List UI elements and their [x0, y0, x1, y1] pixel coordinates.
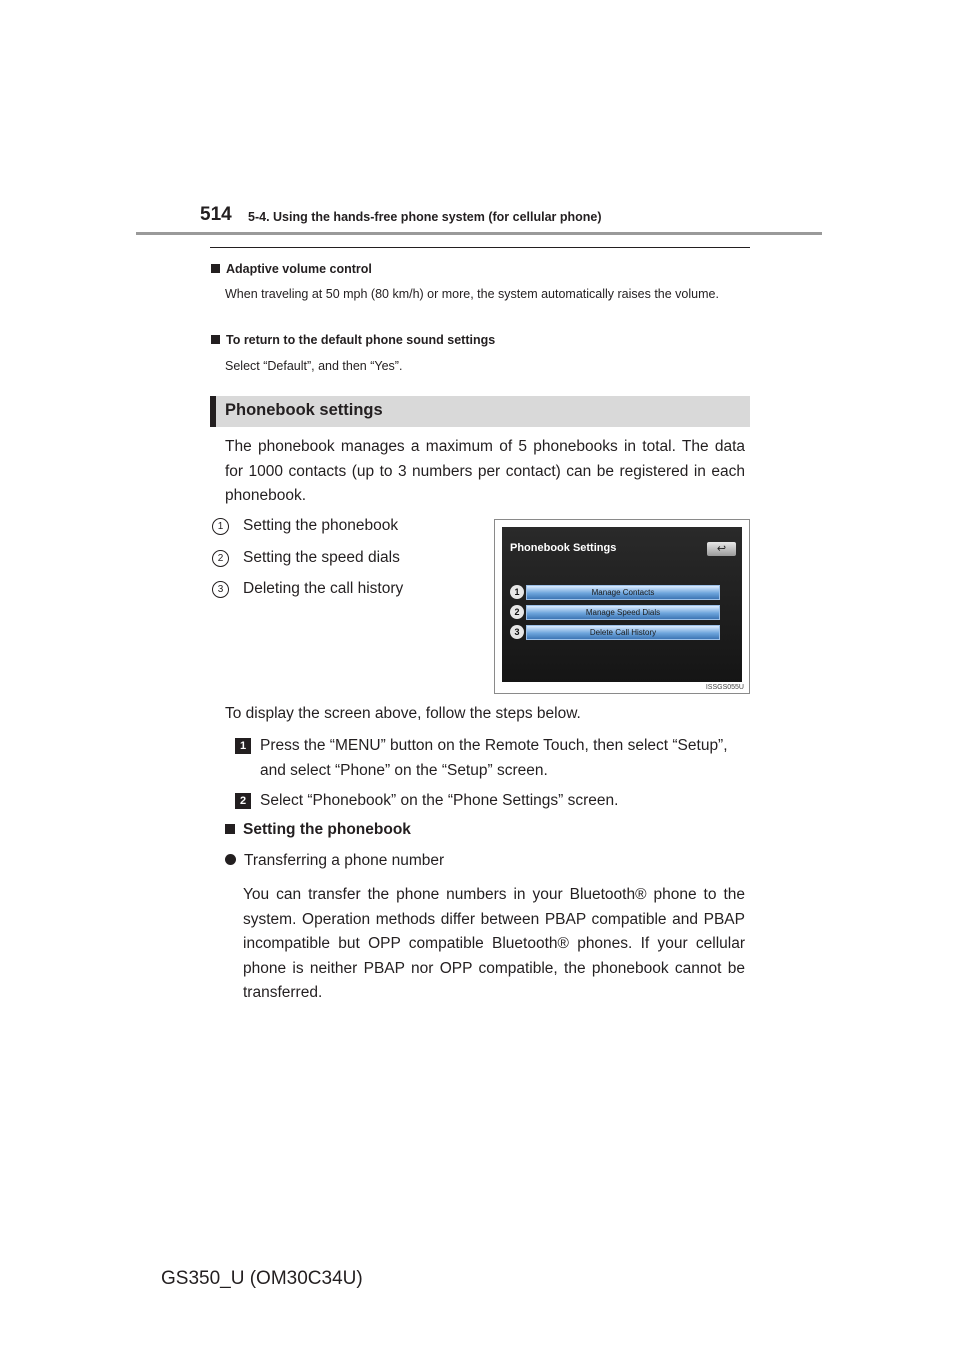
- list-item-label: Setting the phonebook: [243, 517, 399, 534]
- list-item: [212, 580, 482, 602]
- footer-model: GS350_U (OM30C34U): [161, 1268, 363, 1289]
- section-heading-bar: [210, 396, 750, 427]
- square-bullet-icon: [225, 824, 235, 834]
- section-title: 5-4. Using the hands-free phone system (for cellular phone): [248, 210, 602, 224]
- page-number: 514: [200, 204, 232, 225]
- note-body-adaptive-volume: When traveling at 50 mph (80 km/h) or more, the system automatically raises the volume.: [225, 287, 719, 301]
- step-item: [235, 734, 750, 784]
- round-bullet-icon: [225, 854, 236, 865]
- back-button: [707, 542, 736, 556]
- note-body-default-settings: Select “Default”, and then “Yes”.: [225, 359, 403, 373]
- step-text: Press the “MENU” button on the Remote Touch, then select “Setup”, and select “Phone” on the “Setup” screen.: [260, 737, 728, 779]
- screen-button-row: [510, 585, 725, 601]
- bullet-heading-text: Transferring a phone number: [244, 852, 445, 869]
- display-screen: [502, 527, 742, 682]
- list-item-label: Deleting the call history: [243, 580, 404, 597]
- screen-title: Phonebook Settings: [510, 542, 617, 554]
- list-item: [212, 517, 482, 539]
- list-item-label: Setting the speed dials: [243, 549, 400, 566]
- section-heading: Phonebook settings: [225, 401, 383, 419]
- manage-speed-dials-button: Manage Speed Dials: [526, 605, 720, 620]
- subsection-body: You can transfer the phone numbers in your Bluetooth® phone to the system. Operation methods differ between PBAP compatible and PBAP incompatible but OPP compatible Bluetooth® phones. If your cellular phone is neither PBAP nor OPP compatible, the phonebook cannot be transferred.: [243, 886, 745, 1001]
- intro-paragraph: The phonebook manages a maximum of 5 phonebooks in total. The data for 1000 contacts (up to 3 numbers per contact) can be registered in each phonebook.: [225, 438, 745, 504]
- manage-contacts-button: Manage Contacts: [526, 585, 720, 600]
- bullet-heading: [225, 852, 444, 870]
- subsection-heading-text: Setting the phonebook: [243, 821, 411, 838]
- delete-call-history-button: Delete Call History: [526, 625, 720, 640]
- notes-rule: [210, 247, 750, 248]
- circled-number: 3: [212, 581, 229, 598]
- circled-number: 2: [212, 550, 229, 567]
- header-rule: [136, 232, 822, 235]
- screen-button-row: [510, 625, 725, 641]
- phonebook-settings-screenshot: [494, 519, 750, 694]
- square-bullet-icon: [211, 335, 220, 344]
- list-item: [212, 549, 482, 571]
- note-heading-adaptive-volume: [211, 262, 372, 276]
- screen-button-row: [510, 605, 725, 621]
- step-text: Select “Phonebook” on the “Phone Settings” screen.: [260, 792, 619, 809]
- square-bullet-icon: [211, 264, 220, 273]
- note-heading-text: Adaptive volume control: [226, 262, 372, 276]
- screen-button-number: 1: [510, 585, 524, 599]
- steps-intro: To display the screen above, follow the steps below.: [225, 705, 581, 722]
- step-number: 2: [235, 793, 251, 809]
- subsection-heading: [225, 821, 411, 839]
- image-code: ISSGS055U: [705, 684, 744, 691]
- back-arrow-icon: ↩: [716, 543, 727, 555]
- screen-button-number: 2: [510, 605, 524, 619]
- circled-number: 1: [212, 518, 229, 535]
- screen-button-number: 3: [510, 625, 524, 639]
- step-item: [235, 789, 750, 814]
- note-heading-default-settings: [211, 333, 495, 347]
- note-heading-text: To return to the default phone sound settings: [226, 333, 496, 347]
- step-number: 1: [235, 738, 251, 754]
